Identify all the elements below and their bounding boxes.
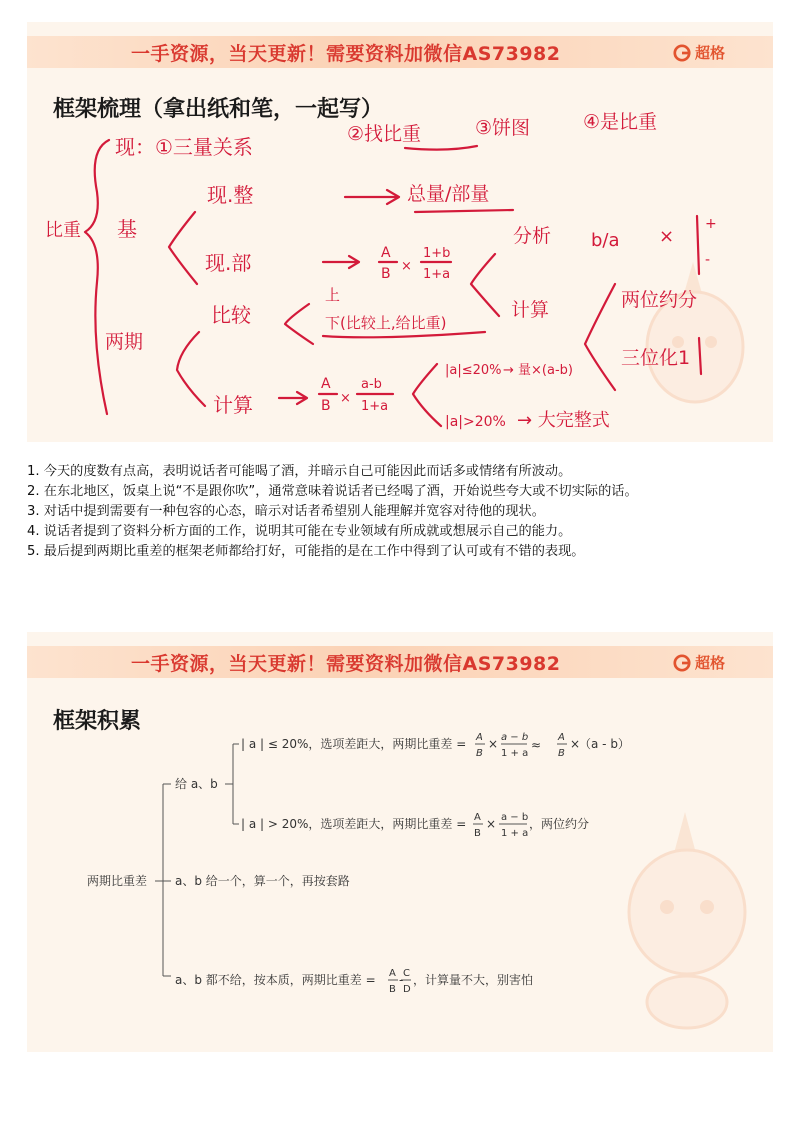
slide-title: 框架积累: [53, 709, 142, 734]
tree-leaf1-times2: ×: [570, 737, 581, 751]
slide-title: 框架梳理（拿出纸和笔，一起写）: [53, 97, 384, 122]
hand-item3: ③饼图: [475, 117, 531, 139]
tree-branch3-C: C: [403, 968, 410, 979]
hand-formula-1b: 1+b: [423, 246, 451, 261]
banner-text: 一手资源，当天更新！需要资料加微信AS73982: [131, 653, 561, 675]
tree-leaf1-num: a − b: [501, 732, 529, 743]
brace-main: [85, 140, 109, 414]
note-item: 3. 对话中提到需要有一种包容的心态，暗示对话者希望别人能理解并宽容对待他的现状。: [27, 504, 545, 519]
hand-xian-line: 现：①三量关系: [115, 135, 253, 159]
tree-leaf2-B: B: [474, 828, 481, 839]
hand-cond2-res: → 大完整式: [517, 410, 610, 431]
hand-times-1: ×: [401, 259, 412, 274]
hand-formula2-ab: a-b: [361, 377, 382, 392]
note-item: 4. 说话者提到了资料分析方面的工作，说明其可能在专业领域有所成就或想展示自己的能力。: [27, 524, 572, 539]
slide-framework-sorting: [27, 22, 773, 442]
tree-leaf1-B: B: [476, 748, 483, 759]
hand-root: 比重: [45, 220, 81, 241]
hand-formula-B: B: [381, 266, 391, 282]
hand-jisuan-bot: 计算: [213, 393, 253, 417]
hand-bijiao-sub: 下(比较上,给比重): [325, 314, 447, 332]
tree-branch3-minus: -: [399, 973, 404, 987]
tree-leaf1-times: ×: [488, 737, 499, 751]
hand-xian-pian: 现.部: [205, 251, 252, 275]
hand-formula2-B: B: [321, 398, 331, 414]
tree-leaf2-den: 1 + a: [501, 828, 529, 839]
tree-branch3-tail: ，计算量不大，别害怕: [413, 973, 534, 987]
framework-tree: [27, 632, 773, 1052]
brand-name: 超格: [694, 654, 725, 672]
tree-leaf2-num: a − b: [501, 812, 529, 823]
tree-leaf1-prefix: | a | ≤ 20%，选项差距大，两期比重差 =: [241, 737, 467, 751]
hand-times-3: ×: [340, 391, 351, 406]
hand-sanwei: 三位化1: [621, 347, 691, 369]
tree-leaf1-tail: （a - b）: [579, 737, 630, 751]
hand-bijiao: 比较: [211, 303, 251, 327]
bracket-jisuan: [413, 364, 441, 426]
tree-branch3-A: A: [389, 968, 396, 979]
hand-jisuan-top: 计算: [511, 299, 550, 321]
hand-approx: → 量×(a-b): [503, 363, 573, 378]
tree-leaf2-prefix: | a | > 20%，选项差距大，两期比重差 =: [241, 817, 467, 831]
hand-item2: ②找比重: [347, 123, 422, 145]
notes-list: [27, 462, 767, 562]
handwritten-mindmap: [27, 22, 773, 442]
note-item: 2. 在东北地区，饭桌上说“不是跟你吹”，通常意味着说话者已经喝了酒，开始说些夸大或不切实际的话。: [27, 484, 638, 499]
hand-ji: 基: [117, 217, 137, 241]
tree-leaf1-A: A: [476, 732, 483, 743]
arrow-3: [279, 392, 307, 404]
bracket-fenxi: [471, 254, 499, 316]
tree-branch1: 给 a、b: [175, 777, 218, 791]
banner-text: 一手资源，当天更新！需要资料加微信AS73982: [131, 43, 561, 65]
tree-leaf2-tail: ，两位约分: [529, 817, 590, 831]
hand-cond1: |a|≤20%: [445, 363, 502, 378]
hand-plus: +: [705, 216, 717, 232]
hand-formula-A: A: [381, 245, 391, 261]
note-item: 5. 最后提到两期比重差的框架老师都给打好，可能指的是在工作中得到了认可或有不错的表现。: [27, 544, 585, 559]
bracket-bijiao: [285, 304, 313, 344]
tree-branch2: a、b 给一个，算一个，再按套路: [175, 874, 350, 888]
arrow-1: [345, 190, 399, 204]
tree-branch3-prefix: a、b 都不给，按本质，两期比重差 =: [175, 973, 376, 987]
brace-liangqi: [177, 332, 205, 406]
hand-formula2-A: A: [321, 376, 331, 392]
hand-cond2: |a|>20%: [445, 414, 506, 430]
tree-leaf1-den: 1 + a: [501, 748, 529, 759]
tree-leaf1-A2: A: [558, 732, 565, 743]
tree-leaf2-times: ×: [486, 817, 497, 831]
brand-name: 超格: [694, 44, 725, 62]
hand-formula2-1a: 1+a: [361, 399, 389, 414]
hand-liangqi: 两期: [105, 331, 144, 353]
tree-branch3-B: B: [389, 984, 396, 995]
tree-root: 两期比重差: [87, 874, 148, 888]
hand-minus: -: [705, 252, 711, 268]
hand-formula-1a: 1+a: [423, 267, 451, 282]
hand-xian-zheng: 现.整: [207, 183, 254, 207]
hand-fenxi: 分析: [513, 225, 552, 247]
tree-leaf2-A: A: [474, 812, 481, 823]
hand-ratio: b/a: [591, 230, 620, 251]
slide-framework-accumulation: [27, 632, 773, 1052]
hand-item4: ④是比重: [583, 111, 658, 133]
hand-times-2: ×: [659, 226, 675, 247]
tree-leaf1-B2: B: [558, 748, 565, 759]
tree-branch3-D: D: [403, 984, 411, 995]
note-item: 1. 今天的度数有点高，表明说话者可能喝了酒，并暗示自己可能因此而话多或情绪有所波动。: [27, 464, 572, 479]
hand-bijiao-top: 上: [325, 286, 341, 304]
tree-leaf1-approx: ≈: [531, 738, 542, 752]
hand-liangwei: 两位约分: [621, 289, 698, 311]
hand-arrow-label-1: 总量/部量: [407, 183, 490, 205]
brace-ji: [169, 212, 197, 284]
bracket-right: [585, 284, 615, 390]
arrow-2: [323, 256, 359, 268]
